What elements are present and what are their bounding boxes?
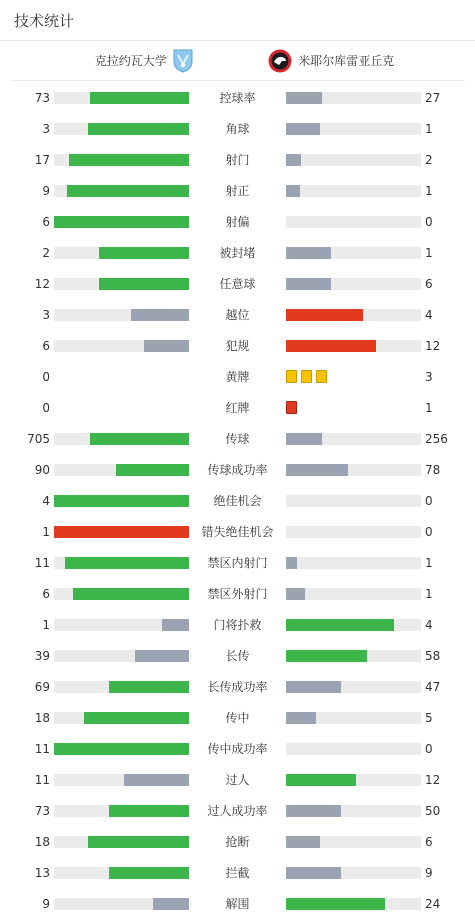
away-bar-track: [286, 154, 421, 166]
away-bar-track: [286, 123, 421, 135]
stat-row: [0, 113, 475, 144]
stat-row: [0, 795, 475, 826]
header: [0, 0, 475, 41]
away-bar: [286, 712, 316, 724]
away-bar-track: [286, 309, 421, 321]
home-value: 1: [42, 524, 50, 539]
home-value: 6: [42, 214, 50, 229]
away-team-name: 米耶尔库雷亚丘克: [298, 54, 395, 68]
home-bar: [88, 123, 189, 135]
stat-label: 长传成功率: [207, 680, 268, 694]
stat-row: [0, 485, 475, 516]
page-title: 技术统计: [14, 11, 75, 30]
home-bar: [116, 464, 189, 476]
home-value: 12: [34, 276, 50, 291]
away-bar-track: [286, 92, 421, 104]
club-badge-icon: [268, 49, 292, 73]
away-value: 5: [425, 710, 433, 725]
away-bar: [286, 681, 341, 693]
home-bar: [54, 495, 189, 507]
away-bar-track: [286, 247, 421, 259]
home-value: 11: [34, 741, 50, 756]
away-team[interactable]: [238, 49, 466, 73]
home-bar-track: [54, 836, 189, 848]
home-bar-track: [54, 154, 189, 166]
stat-row: [0, 268, 475, 299]
home-bar-track: [54, 588, 189, 600]
stat-row: [0, 733, 475, 764]
home-bar-track: [54, 216, 189, 228]
home-value: 13: [34, 865, 50, 880]
yellow-card-icon: [316, 370, 327, 383]
stat-label: 错失绝佳机会: [201, 525, 274, 539]
home-bar: [69, 154, 189, 166]
home-bar: [54, 743, 189, 755]
away-value: 0: [425, 741, 433, 756]
home-value: 73: [34, 90, 50, 105]
home-bar: [84, 712, 189, 724]
home-value: 90: [34, 462, 50, 477]
away-bar: [286, 185, 300, 197]
away-value: 9: [425, 865, 433, 880]
yellow-card-icon: [301, 370, 312, 383]
away-bar-track: [286, 774, 421, 786]
home-bar: [90, 433, 189, 445]
stat-label: 解围: [225, 897, 250, 911]
home-bar: [135, 650, 189, 662]
home-bar: [67, 185, 189, 197]
home-bar: [153, 898, 189, 910]
stat-row: [0, 361, 475, 392]
stat-row: [0, 702, 475, 733]
home-bar: [109, 805, 189, 817]
home-bar-track: [54, 464, 189, 476]
shield-icon: [173, 49, 193, 73]
away-bar: [286, 619, 394, 631]
home-bar: [109, 681, 189, 693]
stat-label: 禁区内射门: [207, 556, 268, 570]
home-value: 11: [34, 772, 50, 787]
home-bar-track: [54, 712, 189, 724]
away-bar-track: [286, 588, 421, 600]
home-value: 3: [42, 307, 50, 322]
away-bar-track: [286, 650, 421, 662]
home-value: 0: [42, 400, 50, 415]
home-team[interactable]: [10, 49, 238, 73]
stat-row: [0, 392, 475, 423]
away-value: 1: [425, 555, 433, 570]
stat-label: 传中成功率: [207, 742, 268, 756]
away-bar: [286, 278, 331, 290]
away-value: 4: [425, 307, 433, 322]
home-bar-track: [54, 526, 189, 538]
stat-row: [0, 175, 475, 206]
away-value: 1: [425, 245, 433, 260]
home-bar: [99, 247, 189, 259]
stat-label: 任意球: [219, 277, 256, 291]
home-bar-track: [54, 495, 189, 507]
stat-label: 绝佳机会: [213, 494, 262, 508]
away-value: 256: [425, 431, 448, 446]
stat-row: [0, 330, 475, 361]
home-bar-track: [54, 805, 189, 817]
away-value: 4: [425, 617, 433, 632]
away-bar: [286, 154, 301, 166]
away-value: 58: [425, 648, 441, 663]
away-value: 12: [425, 338, 441, 353]
away-bar: [286, 836, 320, 848]
away-bar: [286, 464, 348, 476]
home-bar-track: [54, 247, 189, 259]
home-bar: [109, 867, 189, 879]
home-bar: [73, 588, 189, 600]
home-bar-track: [54, 92, 189, 104]
stat-label: 长传: [225, 649, 250, 663]
away-bar-track: [286, 495, 421, 507]
home-bar-track: [54, 867, 189, 879]
stat-row: [0, 764, 475, 795]
home-bar-track: [54, 433, 189, 445]
stat-label: 抢断: [225, 835, 250, 849]
away-value: 12: [425, 772, 441, 787]
home-value: 6: [42, 586, 50, 601]
stat-row: [0, 516, 475, 547]
away-bar: [286, 309, 363, 321]
away-bar: [286, 557, 297, 569]
away-value: 1: [425, 183, 433, 198]
home-bar-track: [54, 681, 189, 693]
home-bar-track: [54, 650, 189, 662]
away-bar: [286, 92, 322, 104]
stat-label: 被封堵: [219, 246, 256, 260]
stat-label: 过人成功率: [207, 804, 268, 818]
stat-label: 过人: [225, 773, 250, 787]
home-bar: [54, 216, 189, 228]
home-team-name: 克拉约瓦大学: [94, 54, 167, 68]
away-value: 2: [425, 152, 433, 167]
home-bar: [124, 774, 189, 786]
stat-row: [0, 206, 475, 237]
away-bar-track: [286, 433, 421, 445]
away-bar: [286, 123, 320, 135]
home-bar-track: [54, 898, 189, 910]
away-bar-track: [286, 867, 421, 879]
stat-row: [0, 609, 475, 640]
stat-label: 黄牌: [225, 370, 250, 384]
home-value: 3: [42, 121, 50, 136]
stat-row: [0, 299, 475, 330]
away-value: 0: [425, 493, 433, 508]
stat-label: 红牌: [225, 401, 250, 415]
home-value: 69: [34, 679, 50, 694]
stat-row: [0, 578, 475, 609]
away-bar-track: [286, 557, 421, 569]
home-value: 18: [34, 710, 50, 725]
home-value: 1: [42, 617, 50, 632]
away-bar-track: [286, 185, 421, 197]
away-value: 0: [425, 214, 433, 229]
stat-label: 射正: [225, 184, 250, 198]
home-bar-track: [54, 774, 189, 786]
red-card-icon: [286, 401, 297, 414]
away-bar: [286, 898, 385, 910]
home-value: 9: [42, 896, 50, 911]
home-bar-track: [54, 123, 189, 135]
home-value: 11: [34, 555, 50, 570]
stat-row: [0, 423, 475, 454]
stat-row: [0, 547, 475, 578]
away-value: 0: [425, 524, 433, 539]
home-value: 18: [34, 834, 50, 849]
away-value: 1: [425, 400, 433, 415]
away-bar-track: [286, 464, 421, 476]
home-bar-track: [54, 619, 189, 631]
home-value: 73: [34, 803, 50, 818]
away-bar: [286, 650, 367, 662]
yellow-card-icon: [286, 370, 297, 383]
away-bar-track: [286, 805, 421, 817]
away-bar-track: [286, 681, 421, 693]
away-value: 6: [425, 276, 433, 291]
away-bar-track: [286, 898, 421, 910]
away-bar-track: [286, 619, 421, 631]
home-value: 17: [34, 152, 50, 167]
stat-row: [0, 144, 475, 175]
away-bar-track: [286, 836, 421, 848]
away-value: 50: [425, 803, 441, 818]
away-bar-track: [286, 278, 421, 290]
home-value: 2: [42, 245, 50, 260]
stat-label: 传球成功率: [207, 463, 268, 477]
home-value: 6: [42, 338, 50, 353]
away-bar-track: [286, 526, 421, 538]
home-bar-track: [54, 557, 189, 569]
away-bar: [286, 433, 322, 445]
stat-label: 传中: [225, 711, 250, 725]
home-bar: [131, 309, 189, 321]
away-bar: [286, 588, 305, 600]
away-bar: [286, 867, 341, 879]
away-value: 78: [425, 462, 441, 477]
away-value: 47: [425, 679, 441, 694]
stat-label: 控球率: [219, 91, 256, 105]
stat-label: 拦截: [225, 866, 250, 880]
stat-row: [0, 671, 475, 702]
home-value: 0: [42, 369, 50, 384]
home-bar: [54, 526, 189, 538]
stat-label: 越位: [225, 308, 250, 322]
stat-label: 射门: [225, 153, 250, 167]
home-bar-track: [54, 340, 189, 352]
stat-row: [0, 826, 475, 857]
stat-row: [0, 454, 475, 485]
home-bar-track: [54, 278, 189, 290]
home-bar: [162, 619, 189, 631]
stat-row: [0, 888, 475, 919]
home-bar: [99, 278, 189, 290]
home-bar-track: [54, 185, 189, 197]
away-bar: [286, 340, 376, 352]
away-bar-track: [286, 340, 421, 352]
away-bar-track: [286, 743, 421, 755]
stat-label: 犯规: [225, 339, 250, 353]
home-bar: [90, 92, 189, 104]
away-bar: [286, 774, 356, 786]
home-bar: [144, 340, 189, 352]
home-bar-track: [54, 743, 189, 755]
home-bar: [65, 557, 189, 569]
home-value: 4: [42, 493, 50, 508]
stat-label: 门将扑救: [213, 618, 262, 632]
stat-row: [0, 237, 475, 268]
home-value: 39: [34, 648, 50, 663]
stat-row: [0, 640, 475, 671]
away-bar: [286, 247, 331, 259]
away-value: 27: [425, 90, 441, 105]
stat-label: 禁区外射门: [207, 587, 268, 601]
home-bar-track: [54, 309, 189, 321]
away-bar-track: [286, 712, 421, 724]
stat-label: 传球: [225, 432, 250, 446]
stat-label: 射偏: [225, 215, 250, 229]
home-bar: [88, 836, 189, 848]
away-value: 24: [425, 896, 441, 911]
away-bar-track: [286, 216, 421, 228]
home-value: 705: [27, 431, 50, 446]
stat-row: [0, 857, 475, 888]
stat-label: 角球: [225, 122, 250, 136]
away-value: 6: [425, 834, 433, 849]
stat-row: [0, 82, 475, 113]
away-value: 1: [425, 121, 433, 136]
away-value: 1: [425, 586, 433, 601]
away-value: 3: [425, 369, 433, 384]
home-value: 9: [42, 183, 50, 198]
away-bar: [286, 805, 341, 817]
teams-header: [10, 41, 465, 81]
